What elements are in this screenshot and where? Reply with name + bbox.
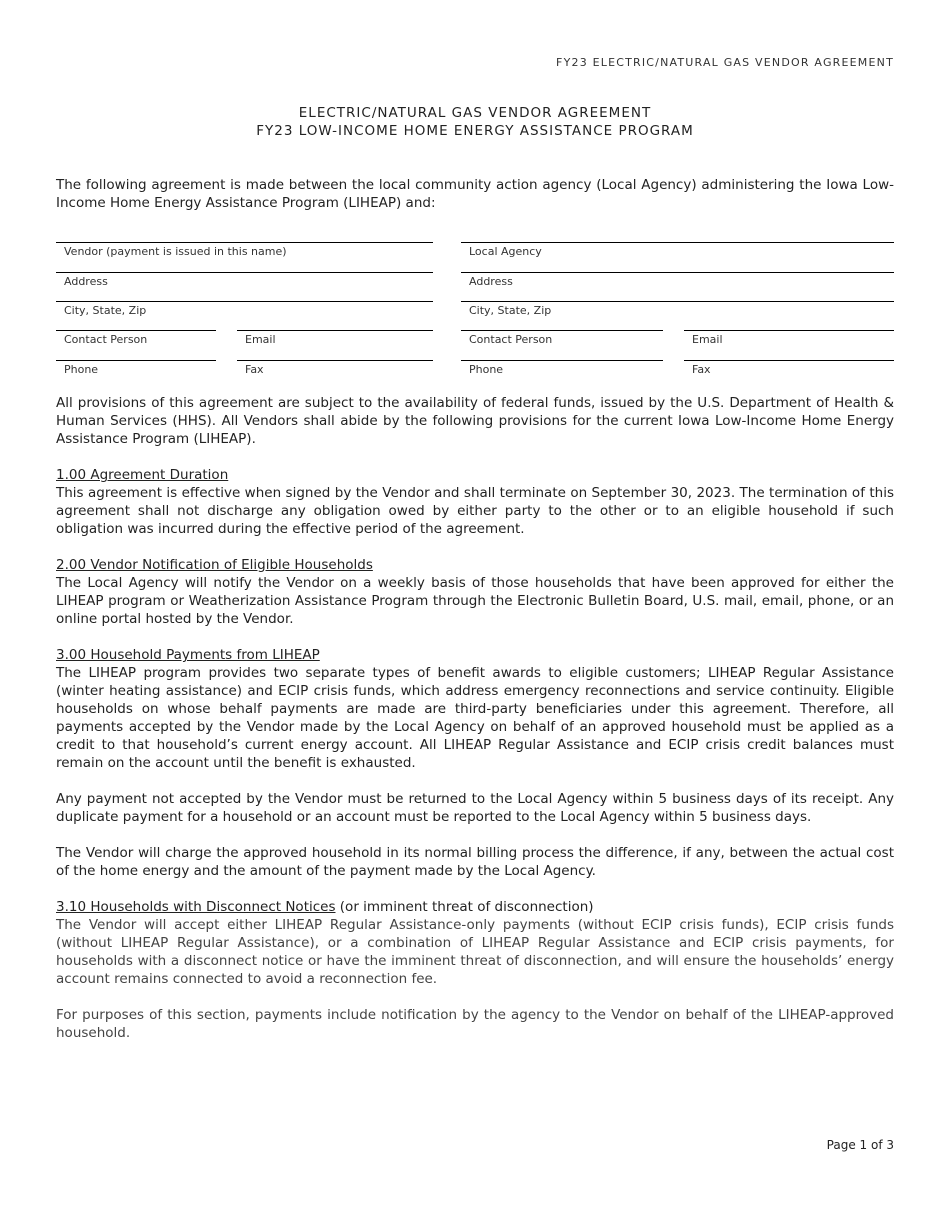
- party-info-form: [56, 242, 894, 382]
- section-3-heading: [56, 646, 894, 664]
- intro-paragraph: The following agreement is made between the local community action agency (Local Agency) administering the Iowa Low-Income Home Energy Assistance Program (LIHEAP) and:: [56, 177, 894, 211]
- section-1-heading: [56, 466, 894, 484]
- section-3-paragraph-3: The Vendor will charge the approved household in its normal billing process the difference, if any, between the actual cost of the home energy and the amount of the payment made by the Local Agency.: [56, 845, 894, 879]
- section-3-heading-text: 3.00 Household Payments from LIHEAP: [56, 647, 320, 663]
- vendor-city-field[interactable]: City, State, Zip: [56, 301, 433, 327]
- document-title: [0, 104, 950, 140]
- vendor-contact-field[interactable]: Contact Person: [56, 330, 216, 356]
- section-3-paragraph-2: Any payment not accepted by the Vendor must be returned to the Local Agency within 5 business days of its receipt. Any duplicate payment for a household or an account must be reported to the Local Agency within 5 business days.: [56, 791, 894, 825]
- section-3-10-paragraph-2: For purposes of this section, payments include notification by the agency to the Vendor on behalf of the LIHEAP-approved household.: [56, 1007, 894, 1041]
- vendor-phone-field[interactable]: Phone: [56, 360, 216, 386]
- section-3-10-heading-suffix: (or imminent threat of disconnection): [335, 899, 594, 915]
- section-3-body: The LIHEAP program provides two separate types of benefit awards to eligible customers; LIHEAP Regular Assistance (winter heating assistance) and ECIP crisis funds, which address emergency reconnections and service continuity. Eligible households on whose behalf payments are made are third-party beneficiaries under this agreement. Therefore, all payments accepted by the Vendor made by the Local Agency on behalf of an approved household must be applied as a credit to that household’s current energy account. All LIHEAP Regular Assistance and ECIP crisis credit balances must remain on the account until the benefit is exhausted.: [56, 665, 894, 771]
- page-number: Page 1 of 3: [826, 1138, 894, 1152]
- section-2-heading-text: 2.00 Vendor Notification of Eligible Households: [56, 557, 373, 573]
- agency-contact-field[interactable]: Contact Person: [461, 330, 663, 356]
- section-3-10-heading-text: 3.10 Households with Disconnect Notices: [56, 899, 336, 915]
- provisions-intro: All provisions of this agreement are subject to the availability of federal funds, issued by the U.S. Department of Health & Human Services (HHS). All Vendors shall abide by the following provisions for the current Iowa Low-Income Home Energy Assistance Program (LIHEAP).: [56, 395, 894, 447]
- vendor-address-field[interactable]: Address: [56, 272, 433, 298]
- agency-address-field[interactable]: Address: [461, 272, 894, 298]
- section-1-body: This agreement is effective when signed by the Vendor and shall terminate on September 30, 2023. The termination of this agreement shall not discharge any obligation owed by either party to the other or to an eligible household if such obligation was incurred during the effective period of the agreement.: [56, 485, 894, 537]
- agreement-body: [56, 394, 894, 1060]
- running-header: FY23 ELECTRIC/NATURAL GAS VENDOR AGREEMENT: [556, 56, 894, 69]
- title-line-2: FY23 LOW-INCOME HOME ENERGY ASSISTANCE PROGRAM: [256, 123, 694, 139]
- agency-city-field[interactable]: City, State, Zip: [461, 301, 894, 327]
- title-line-1: ELECTRIC/NATURAL GAS VENDOR AGREEMENT: [298, 105, 652, 121]
- agency-phone-field[interactable]: Phone: [461, 360, 663, 386]
- section-3-10-heading: [56, 898, 894, 916]
- vendor-fax-field[interactable]: Fax: [237, 360, 433, 386]
- vendor-name-field[interactable]: Vendor (payment is issued in this name): [56, 242, 433, 268]
- section-1-heading-text: 1.00 Agreement Duration: [56, 467, 229, 483]
- section-3-10-body: The Vendor will accept either LIHEAP Regular Assistance-only payments (without ECIP crisis funds), ECIP crisis funds (without LIHEAP Regular Assistance), or a combination of LIHEAP Regular Assistance and ECIP crisis payments, for households with a disconnect notice or have the imminent threat of disconnection, and will ensure the households’ energy account remains connected to avoid a reconnection fee.: [56, 917, 894, 987]
- agency-email-field[interactable]: Email: [684, 330, 894, 356]
- section-2-body: The Local Agency will notify the Vendor on a weekly basis of those households that have been approved for either the LIHEAP program or Weatherization Assistance Program through the Electronic Bulletin Board, U.S. mail, email, phone, or an online portal hosted by the Vendor.: [56, 575, 894, 627]
- vendor-email-field[interactable]: Email: [237, 330, 433, 356]
- agency-name-field[interactable]: Local Agency: [461, 242, 894, 268]
- section-2-heading: [56, 556, 894, 574]
- agency-fax-field[interactable]: Fax: [684, 360, 894, 386]
